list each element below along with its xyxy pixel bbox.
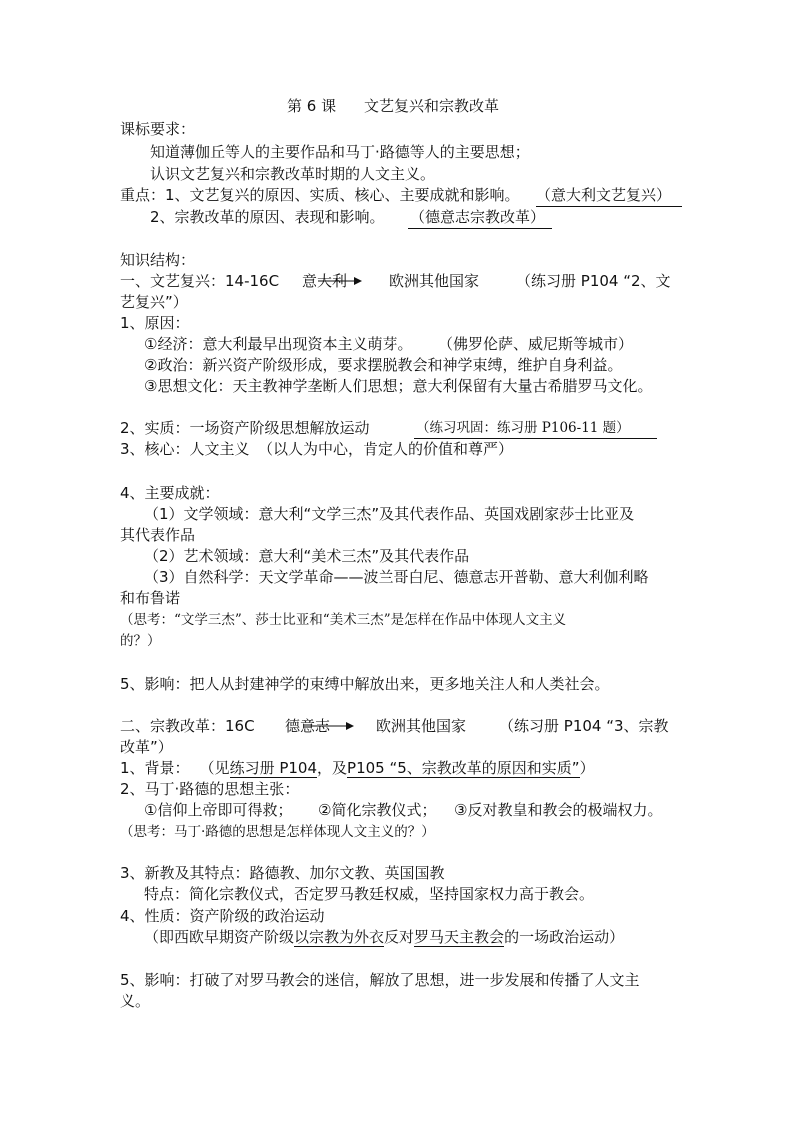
background-ref-2: P105 “5、宗教改革的原因和实质” — [347, 759, 580, 777]
renaissance-impact: 5、影响：把人从封建神学的束缚中解放出来，更多地关注人和人类社会。 — [120, 675, 610, 693]
key-point-1-tag: （意大利文艺复兴） — [536, 186, 672, 204]
nature-explain-a: （即西欧早期资产阶级 — [144, 928, 295, 946]
std-label: 课标要求： — [120, 120, 196, 138]
std-line-2: 认识文艺复兴和宗教改革时期的人文主义。 — [150, 165, 436, 183]
core: 3、核心：人文主义 — [120, 440, 250, 458]
nature-explain-b: 以宗教为外衣 — [294, 928, 385, 946]
think-question-2: （思考：马丁·路德的思想是怎样体现人文主义的？） — [120, 824, 435, 840]
key-point-1: 重点：1、文艺复兴的原因、实质、核心、主要成就和影响。 — [120, 186, 520, 204]
nature-explain-e: 的一场政治运动） — [504, 928, 625, 946]
essence: 2、实质：一场资产阶级思想解放运动 — [120, 419, 370, 437]
reformation-origin: 德意志 — [285, 717, 331, 735]
std-line-1: 知道薄伽丘等人的主要作品和马丁·路德等人的主要思想； — [150, 143, 530, 161]
nature-explain-c: 反对 — [384, 928, 415, 946]
reformation-ref: （练习册 P104 “3、宗教 — [499, 717, 669, 735]
renaissance-heading: 一、文艺复兴：14-16C — [120, 272, 280, 290]
structure-label: 知识结构： — [120, 251, 196, 269]
cause-label: 1、原因： — [120, 314, 190, 332]
think-question-1: （思考：“文学三杰”、莎士比亚和“美术三杰”是怎样在作品中体现人文主义 — [120, 612, 567, 628]
cause-political: ②政治：新兴资产阶级形成，要求摆脱教会和神学束缚，维护自身利益。 — [144, 356, 623, 374]
renaissance-spread: 欧洲其他国家 — [389, 272, 480, 290]
achievement-science-cont: 和布鲁诺 — [120, 589, 181, 607]
reformation-impact-cont: 义。 — [120, 992, 151, 1010]
protestant-churches: 3、新教及其特点：路德教、加尔文教、英国国教 — [120, 864, 445, 882]
background-see: （见 — [199, 759, 230, 777]
key-point-2: 2、宗教改革的原因、表现和影响。 — [150, 208, 385, 226]
luther-point-1: ①信仰上帝即可得救； — [144, 801, 293, 819]
achievements-label: 4、主要成就： — [120, 484, 220, 502]
cause-economic: ①经济：意大利最早出现资本主义萌芽。 — [144, 335, 413, 353]
cause-economic-cities: （佛罗伦萨、威尼斯等城市） — [438, 335, 634, 353]
reformation-nature: 4、性质：资产阶级的政治运动 — [120, 907, 325, 925]
achievement-literature: （1）文学领域：意大利“文学三杰”及其代表作品、英国戏剧家莎士比亚及 — [144, 505, 635, 523]
renaissance-ref-cont: 艺复兴”） — [120, 293, 188, 311]
renaissance-origin: 意大利 — [302, 272, 348, 290]
achievement-literature-cont: 其代表作品 — [120, 526, 196, 544]
achievement-science: （3）自然科学：天文学革命——波兰哥白尼、德意志开普勒、意大利伽利略 — [144, 568, 649, 586]
background-label: 1、背景： — [120, 759, 190, 777]
core-note: （以人为中心，肯定人的价值和尊严） — [258, 440, 514, 458]
renaissance-ref: （练习册 P104 “2、文 — [516, 272, 671, 290]
page-title: 文艺复兴和宗教改革 — [364, 97, 500, 115]
luther-label: 2、马丁·路德的思想主张： — [120, 780, 300, 798]
key-point-2-tag: （德意志宗教改革） — [410, 208, 546, 226]
lesson-number: 第 6 课 — [287, 97, 337, 115]
reformation-impact: 5、影响：打破了对罗马教会的迷信，解放了思想，进一步发展和传播了人文主 — [120, 971, 640, 989]
reformation-heading: 二、宗教改革：16C — [120, 717, 255, 735]
luther-point-3: ③反对教皇和教会的极端权力。 — [454, 801, 663, 819]
background-line — [120, 758, 595, 778]
nature-explain-d: 罗马天主教会 — [414, 928, 505, 946]
achievement-art: （2）艺术领域：意大利“美术三杰”及其代表作品 — [144, 547, 470, 565]
reformation-ref-cont: 改革”） — [120, 738, 173, 756]
arrow-icon — [318, 276, 362, 286]
underline — [536, 205, 682, 207]
arrow-icon — [304, 721, 354, 731]
background-and: ，及 — [317, 759, 348, 777]
reformation-spread: 欧洲其他国家 — [376, 717, 467, 735]
background-close: ） — [579, 759, 595, 777]
background-ref-1: 练习册 P104 — [229, 759, 318, 777]
nature-explain — [144, 927, 624, 947]
underline — [408, 227, 552, 229]
essence-tag: （练习巩固：练习册 P106-11 题） — [416, 420, 630, 436]
think-question-1-cont: 的？） — [120, 633, 161, 649]
luther-point-2: ②简化宗教仪式； — [318, 801, 437, 819]
protestant-features: 特点：简化宗教仪式，否定罗马教廷权威，坚持国家权力高于教会。 — [144, 885, 595, 903]
cause-culture: ③思想文化：天主教神学垄断人们思想；意大利保留有大量古希腊罗马文化。 — [144, 377, 653, 395]
